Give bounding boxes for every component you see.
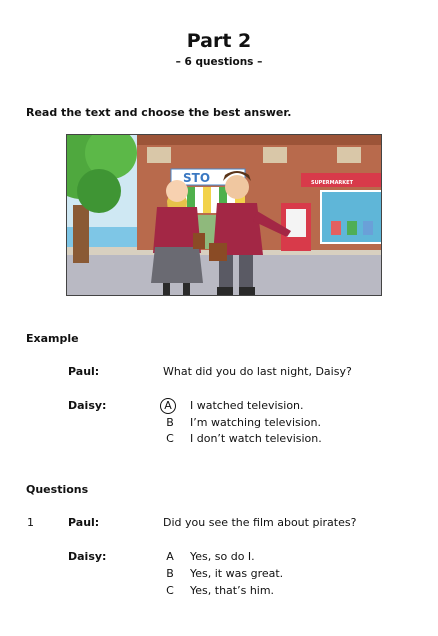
example-speaker-daisy: Daisy: (68, 399, 107, 412)
page-subtitle: – 6 questions – (175, 56, 263, 68)
example-option-text: I watched television. (190, 399, 304, 412)
example-prompt: What did you do last night, Daisy? (163, 365, 352, 378)
example-option-letter: B (166, 416, 174, 429)
questions-heading: Questions (26, 483, 89, 496)
answer-option-letter[interactable]: A (166, 550, 174, 563)
answer-option-text[interactable]: Yes, so do I. (190, 550, 255, 563)
shop-sign-small-text: SUPERMARKET (311, 180, 353, 186)
example-speaker-paul: Paul: (68, 365, 100, 378)
example-option-text: I’m watching television. (190, 416, 321, 429)
question-speaker-paul: Paul: (68, 516, 100, 529)
question-prompt: Did you see the film about pirates? (163, 516, 357, 529)
question-number: 1 (27, 516, 34, 529)
example-option-letter: A (164, 399, 172, 412)
answer-option-text[interactable]: Yes, that’s him. (190, 584, 275, 597)
answer-option-letter[interactable]: B (166, 567, 174, 580)
shop-sign-text: STO (183, 171, 211, 185)
example-option-text: I don’t watch television. (190, 432, 322, 445)
question-speaker-daisy: Daisy: (68, 550, 107, 563)
street-illustration (66, 134, 382, 296)
example-heading: Example (26, 332, 79, 345)
page-title: Part 2 (186, 30, 252, 52)
answer-option-letter[interactable]: C (166, 584, 174, 597)
instruction-text: Read the text and choose the best answer. (26, 106, 292, 119)
answer-option-text[interactable]: Yes, it was great. (190, 567, 284, 580)
example-option-letter: C (166, 432, 174, 445)
